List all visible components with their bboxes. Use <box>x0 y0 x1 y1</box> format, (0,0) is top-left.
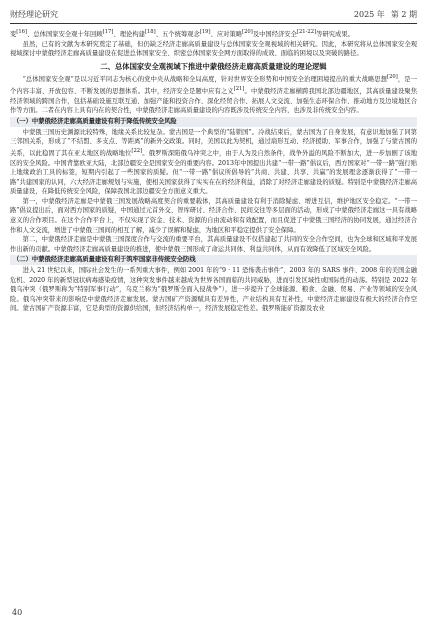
paragraph: 第一，中蒙俄经济走廊是中蒙俄三国发展战略高度契合的重要载体，其高质量建设有利于消除疑虑、增进互信，维护地区安全稳定。“一带一路”倡议提出后，面对西方国家的质疑，中国通过元首外交、智库研讨、经济合作、民间交往等多层面的活动，形成了中蒙俄经济走廊这一具有战略意义的合作项目。在这个合作平台上，不仅实现了资金、技术、资源的自由流动和有效配置，而且促进了中蒙俄三国经济的协同发展，通过经济合作和人文交流，增进了中蒙俄三国间的相互了解，减少了误解和疑虑，为地区和平稳定提供了安全保障。 <box>10 197 417 234</box>
subsection-heading: （二）中蒙俄经济走廊高质量建设有利于筑牢国家非传统安全防线 <box>10 255 417 265</box>
running-header <box>10 6 417 22</box>
paragraph: 进入 21 世纪以来，国际社会发生的一系列重大事件，例如 2001 年的“9 · 11 恐怖袭击事件”、2003 年的 SARS 事件、2008 年的美国金融危机、2020 年的新型冠状病毒感染疫情，这种突发事件越来越成为世界各国面临的共同威胁，进而引发区域性或国际性的动荡。特别是 2022 年俄乌冲突（俄罗斯称为“特别军事行动”，乌克兰称为“俄罗斯全面入侵战争”），进一步提升了全球能源、粮食、金融、贸易、产业等领域的安全风险。俄乌冲突带来的影响是中蒙俄经济走廊发展。蒙古国矿产资源赋具有差异性，产业结构具有互补性，中蒙经济走廊建设有极大的经济合作空间。蒙古国矿产资源丰富，它是典型的资源供给国，但经济结构单一，经济发展稳定性差。俄罗斯能矿资源及农业 <box>10 267 417 313</box>
article-body <box>10 28 417 314</box>
journal-name: 财经理论研究 <box>10 9 58 19</box>
section-heading: 二、总体国家安全观视域下推进中蒙俄经济走廊高质量建设的理论逻辑 <box>100 61 327 71</box>
issue-label: 第 2 期 <box>390 9 417 19</box>
paragraph: 虽然，已有的文献为本研究奠定了基础，但仍缺乏经济走廊高质量建设与总体国家安全观视域的相关研究。因此，本研究将从总体国家安全观视域探讨中蒙俄经济走廊高质量建设在促进总体国家安全、织密总体国家安全网方面取得的成效、面临的困境以及突破的路径。 <box>10 40 417 58</box>
issue-info <box>354 9 417 20</box>
subsection-heading: （一）中蒙俄经济走廊高质量建设有利于降低传统安全风险 <box>10 117 417 127</box>
paragraph: “总体国家安全观”是以习近平同志为核心的党中央从战略和全局高度，针对世界安全形势和中国安全治理困境提出的重大战略思想[20]，是一个内容丰富、开放包容、不断发展的思想体系。其中，经济安全是题中应有之义[21]。中蒙俄经济走廊横跨我国北部边疆地区，其高质量建设聚焦经济领域的跨国合作，包括基础设施互联互通、加强产能和投资合作、深化经贸合作、拓展人文交流、加强生态环保合作、推动地方及边境地区合作等方面。二者在内容上具有内在的契合性，中蒙俄经济走廊高质量建设的内容既涉及传统安全内容，也涉及非传统安全内容。 <box>10 74 417 115</box>
paragraph: 第二，中蒙俄经济走廊是中蒙俄三国深度合作与交流的重要平台，其高质量建设不仅搭建起了共同的安全合作空间，也为全球和区域和平发展作出新的贡献。中蒙俄经济走廊高质量建设的推进，使中蒙俄三国形成了命运共同体、利益共同体，从而有效降低了区域安全风险。 <box>10 236 417 253</box>
year-label: 2025 年 <box>353 9 385 19</box>
paragraph: 中蒙俄三国历史渊源比较特殊，地缘关系比较复杂。蒙古国是一个典型的“陆锁国”。冷战结束后，蒙古国为了自身发展，有意识地加强了同第三邻国关系，形成了“不结盟、多支点、等距离”的新外交政策。同时，美国以此为契机，通过扇形互动、经济援助、军事合作，加强了与蒙古国的关系，以此稳固了其在亚太地区的战略地位[22]。俄罗斯深陷俄乌冲突之中，由于人为及自然条件，战争外溢的风险不断加大，进一步加剧了该地区的安全风险。中国背靠欧亚大陆，北部边疆安全是国家安全的重要内容。2013年中国提出共建“一带一路”倡议后，西方国家对“一带一路”强行贴上地缘政治工具的标签，短期内引起了一些国家的质疑。但“一带一路”倡议所倡导的“共商、共建、共享、共赢”的发展理念逐渐获得了“一带一路”共建国家的认同，六大经济走廊规划与实施，使相关国家获得了实实在在的经济利益，消除了对经济走廊建设的质疑。特别是中蒙俄经济走廊高质量建设，在降低传统安全风险，保障我国北部边疆安全方面意义重大。 <box>10 128 417 196</box>
header-divider <box>10 23 417 24</box>
page-number: 40 <box>12 608 23 617</box>
paragraph: 变[16]、总体国家安全观十年回顾[17]、理论构建[18]、五个统筹观念[19]、应对策略[20]及中国经济安全[21-22]等研究成果。 <box>10 29 354 39</box>
